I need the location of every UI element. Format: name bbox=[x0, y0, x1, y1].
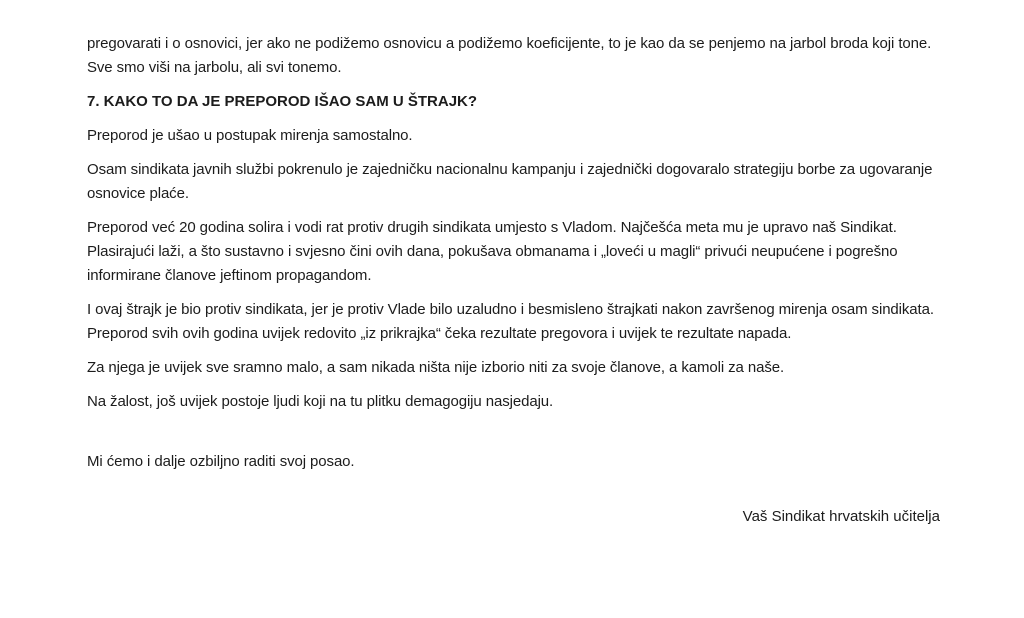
paragraph-6: Na žalost, još uvijek postoje ljudi koji na tu plitku demagogiju nasjedaju. bbox=[87, 393, 554, 410]
signature: Vaš Sindikat hrvatskih učitelja bbox=[742, 508, 940, 525]
paragraph-3: Preporod već 20 godina solira i vodi rat protiv drugih sindikata umjesto s Vladom. Najčešća meta mu je upravo naš Sindikat. Plasirajući laži, a što sustavno i svjesno čini ovih dana, pokušava obmanama i „loveći u magli“ privući neupućene i pogrešno informirane članove jeftinom propagandom. bbox=[87, 219, 898, 284]
paragraph-4: I ovaj štrajk je bio protiv sindikata, jer je protiv Vlade bilo uzaludno i besmisleno štrajkati nakon završenog mirenja osam sindikata. Preporod svih ovih godina uvijek redovito „iz prikrajka“ čeka rezultate pregovora i uvijek te rezultate napada. bbox=[87, 301, 934, 342]
paragraph-spacer bbox=[87, 424, 942, 450]
paragraph-5: Za njega je uvijek sve sramno malo, a sam nikada ništa nije izborio niti za svoje članove, a kamoli za naše. bbox=[87, 359, 785, 376]
section-heading: 7. KAKO TO DA JE PREPOROD IŠAO SAM U ŠTRAJK? bbox=[87, 93, 478, 110]
paragraph-2: Osam sindikata javnih službi pokrenulo je zajedničku nacionalnu kampanju i zajednički dogovaralo strategiju borbe za ugovaranje osnovice plaće. bbox=[87, 161, 933, 202]
paragraph-intro: pregovarati i o osnovici, jer ako ne podižemo osnovicu a podižemo koeficijente, to je kao da se penjemo na jarbol broda koji tone. Sve smo viši na jarbolu, ali svi tonemo. bbox=[87, 35, 932, 76]
paragraph-1: Preporod je ušao u postupak mirenja samostalno. bbox=[87, 127, 413, 144]
document-body bbox=[87, 32, 942, 484]
closing-statement: Mi ćemo i dalje ozbiljno raditi svoj posao. bbox=[87, 453, 355, 470]
